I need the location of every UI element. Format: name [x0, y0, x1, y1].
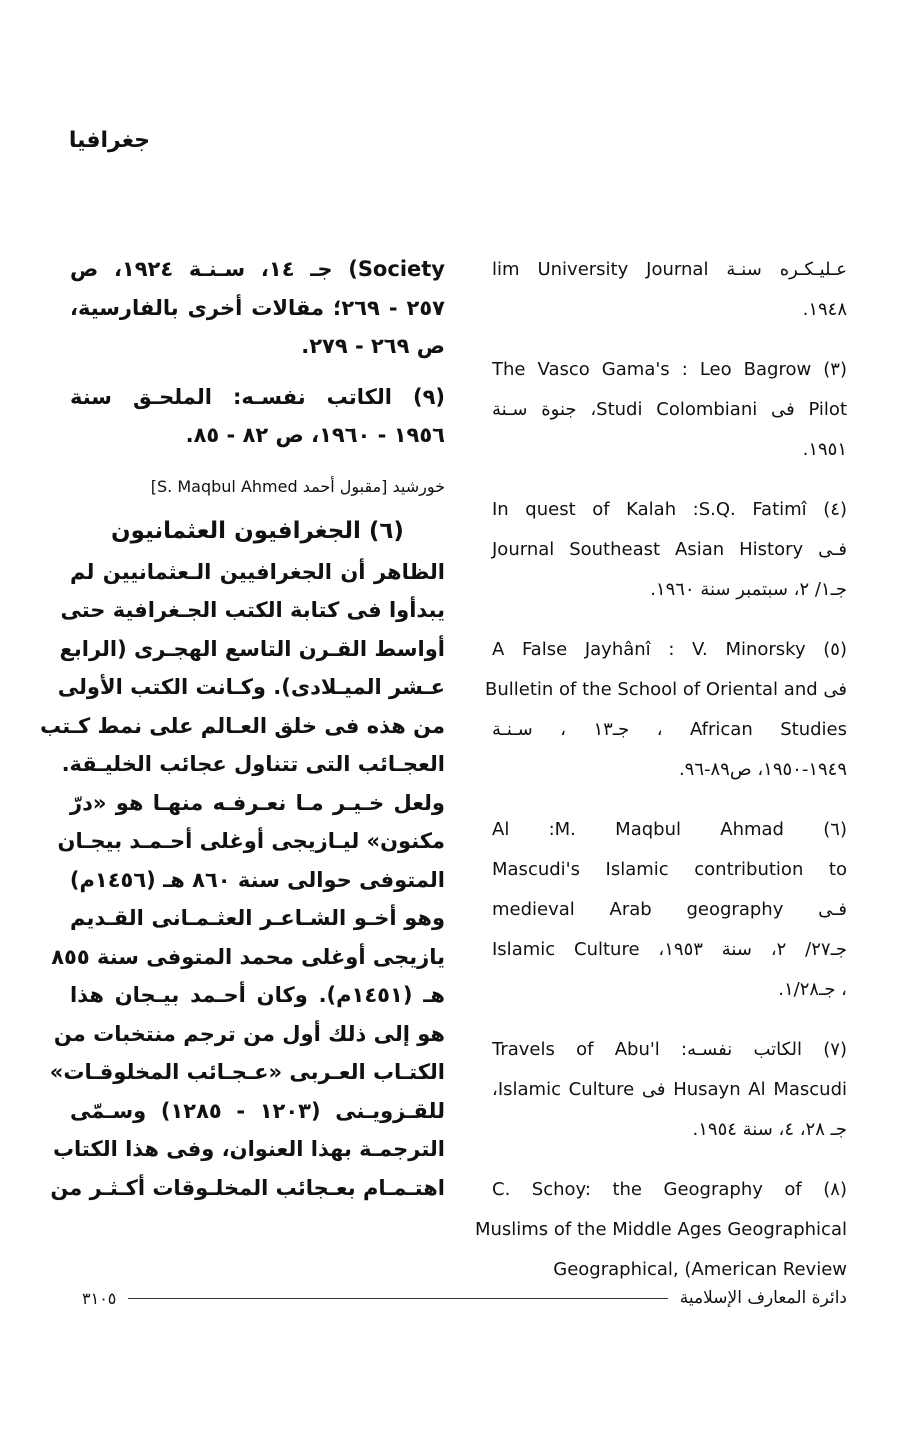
- text-line: الترجمـة بهذا العنوان، وفى هذا الكتاب: [52, 1137, 445, 1161]
- text-line: مكنون» ليـازيجى أوغلى أحـمـد بيجـان: [57, 829, 445, 853]
- text-line: Muslims of the Middle Ages Geographical: [474, 1219, 847, 1240]
- text-line: أواسط القـرن التاسع الهجـرى (الرابع: [59, 636, 445, 661]
- text-line: ١٩٤٩-١٩٥٠، ص٨٩-٩٦.: [678, 759, 847, 780]
- text-line: ١٩٥٦ - ١٩٦٠، ص ٨٢ - ٨٥.: [185, 423, 445, 447]
- text-line: الكتـاب العـربى «عـجـائب المخلوقـات»: [49, 1060, 445, 1084]
- text-line: يازيجى أوغلى محمد المتوفى سنة ٨٥٥: [51, 944, 445, 969]
- text-line: ٢٥٧ - ٢٦٩؛ مقالات أخرى بالفارسية،: [70, 295, 445, 320]
- text-line: فـى medieval Arab geography: [492, 899, 848, 920]
- text-line: ١٩٥١.: [802, 439, 847, 460]
- text-line: جـ٢٧/ ٢، سنة ١٩٥٣، Islamic Culture: [492, 939, 847, 960]
- footnotes-column: [474, 250, 848, 1310]
- footnote: [492, 250, 847, 330]
- footnote: [485, 630, 847, 790]
- footer-rule: [128, 1298, 667, 1299]
- text-line: African Studies ، جـ١٣ ، سـنـة: [492, 719, 847, 740]
- text-line: فى Bulletin of the School of Oriental and: [485, 679, 847, 700]
- footnote-9: [70, 378, 445, 455]
- main-text-column: [40, 250, 445, 1207]
- publication-title: دائرة المعارف الإسلامية: [679, 1288, 847, 1308]
- text-line: Mascudi's Islamic contribution to: [492, 859, 847, 880]
- text-line: (٤) In quest of Kalah :S.Q. Fatimî: [492, 499, 847, 520]
- text-line: من هذه فى خلق العـالم على نمط كـتب: [40, 713, 445, 738]
- text-line: Husayn Al Mascudi فى Islamic Culture،: [492, 1079, 847, 1100]
- text-line: عـليـكـره سنـة lim University Journal: [492, 259, 847, 280]
- text-line: العجـائب التى تتناول عجائب الخليـقة.: [61, 752, 445, 776]
- text-line: (٩) الكاتب نفسـه: الملحـق سنة: [70, 384, 445, 409]
- text-line: (٣) The Vasco Gama's : Leo Bagrow: [492, 359, 847, 380]
- text-line: الظاهر أن الجغرافيين الـعثمانيين لم: [70, 559, 445, 584]
- text-line: المتوفى حوالى سنة ٨٦٠ هـ (١٤٥٦م): [69, 867, 445, 892]
- text-line: هو إلى ذلك أول من ترجم منتخبات من: [53, 1021, 445, 1046]
- footnote: [492, 350, 847, 470]
- text-line: ص ٢٦٩ - ٢٧٩.: [301, 334, 445, 358]
- text-line: للقـزويـنى (١٢٠٣ - ١٢٨٥) وسـمّى: [70, 1098, 445, 1123]
- section-body: [40, 553, 445, 1208]
- text-line: جـ١/ ٢، سبتمبر سنة ١٩٦٠.: [650, 579, 847, 600]
- footnote: [492, 1030, 847, 1150]
- text-line: Geographical, (American Review: [553, 1259, 847, 1280]
- text-line: (٥) A False Jayhânî : V. Minorsky: [492, 639, 847, 660]
- section-heading: (٦) الجغرافيون العثمانيون: [111, 517, 404, 544]
- text-line: ١٩٤٨.: [802, 299, 847, 320]
- text-line: Pilot فى Studi Colombiani، جنوة سـنة: [492, 399, 847, 420]
- text-line: Society) جـ ١٤، سـنـة ١٩٢٤، ص: [70, 257, 445, 281]
- text-line: ، جـ١/٢٨.: [778, 979, 847, 1000]
- text-line: اهتـمـام بعـجائب المخلـوقات أكـثـر من: [50, 1175, 445, 1200]
- footnote-continuation: [70, 250, 445, 366]
- page-footer: [82, 1283, 847, 1313]
- text-line: عـشر الميـلادى). وكـانت الكتب الأولى: [57, 675, 445, 699]
- footnote: [474, 1170, 847, 1290]
- text-line: (٧) الكاتب نفسـه: Travels of Abu'l: [492, 1039, 847, 1060]
- text-line: (٨) C. Schoy: the Geography of: [492, 1179, 847, 1200]
- text-line: وهو أخـو الشـاعـر العثـمـانى القـديم: [70, 906, 445, 930]
- text-line: (٦) Al :M. Maqbul Ahmad: [492, 819, 847, 840]
- footnote: [492, 810, 847, 1010]
- text-line: ولعل خـيـر مـا نعـرفـه منهـا هو «درّ: [70, 790, 445, 815]
- text-line: يبدأوا فى كتابة الكتب الجـغرافية حتى: [60, 598, 445, 622]
- article-author: خورشيد [مقبول أحمد S. Maqbul Ahmed]: [150, 476, 445, 496]
- text-line: هـ (١٤٥١م). وكان أحـمد بيـجان هذا: [70, 983, 445, 1007]
- page-header-title: جغرافيا: [68, 128, 150, 153]
- text-line: جـ ٢٨، ٤، سنة ١٩٥٤.: [692, 1119, 847, 1140]
- text-line: فـى Journal Southeast Asian History: [492, 539, 847, 560]
- page-number: ٣١٠٥: [82, 1288, 117, 1308]
- footnote: [492, 490, 847, 610]
